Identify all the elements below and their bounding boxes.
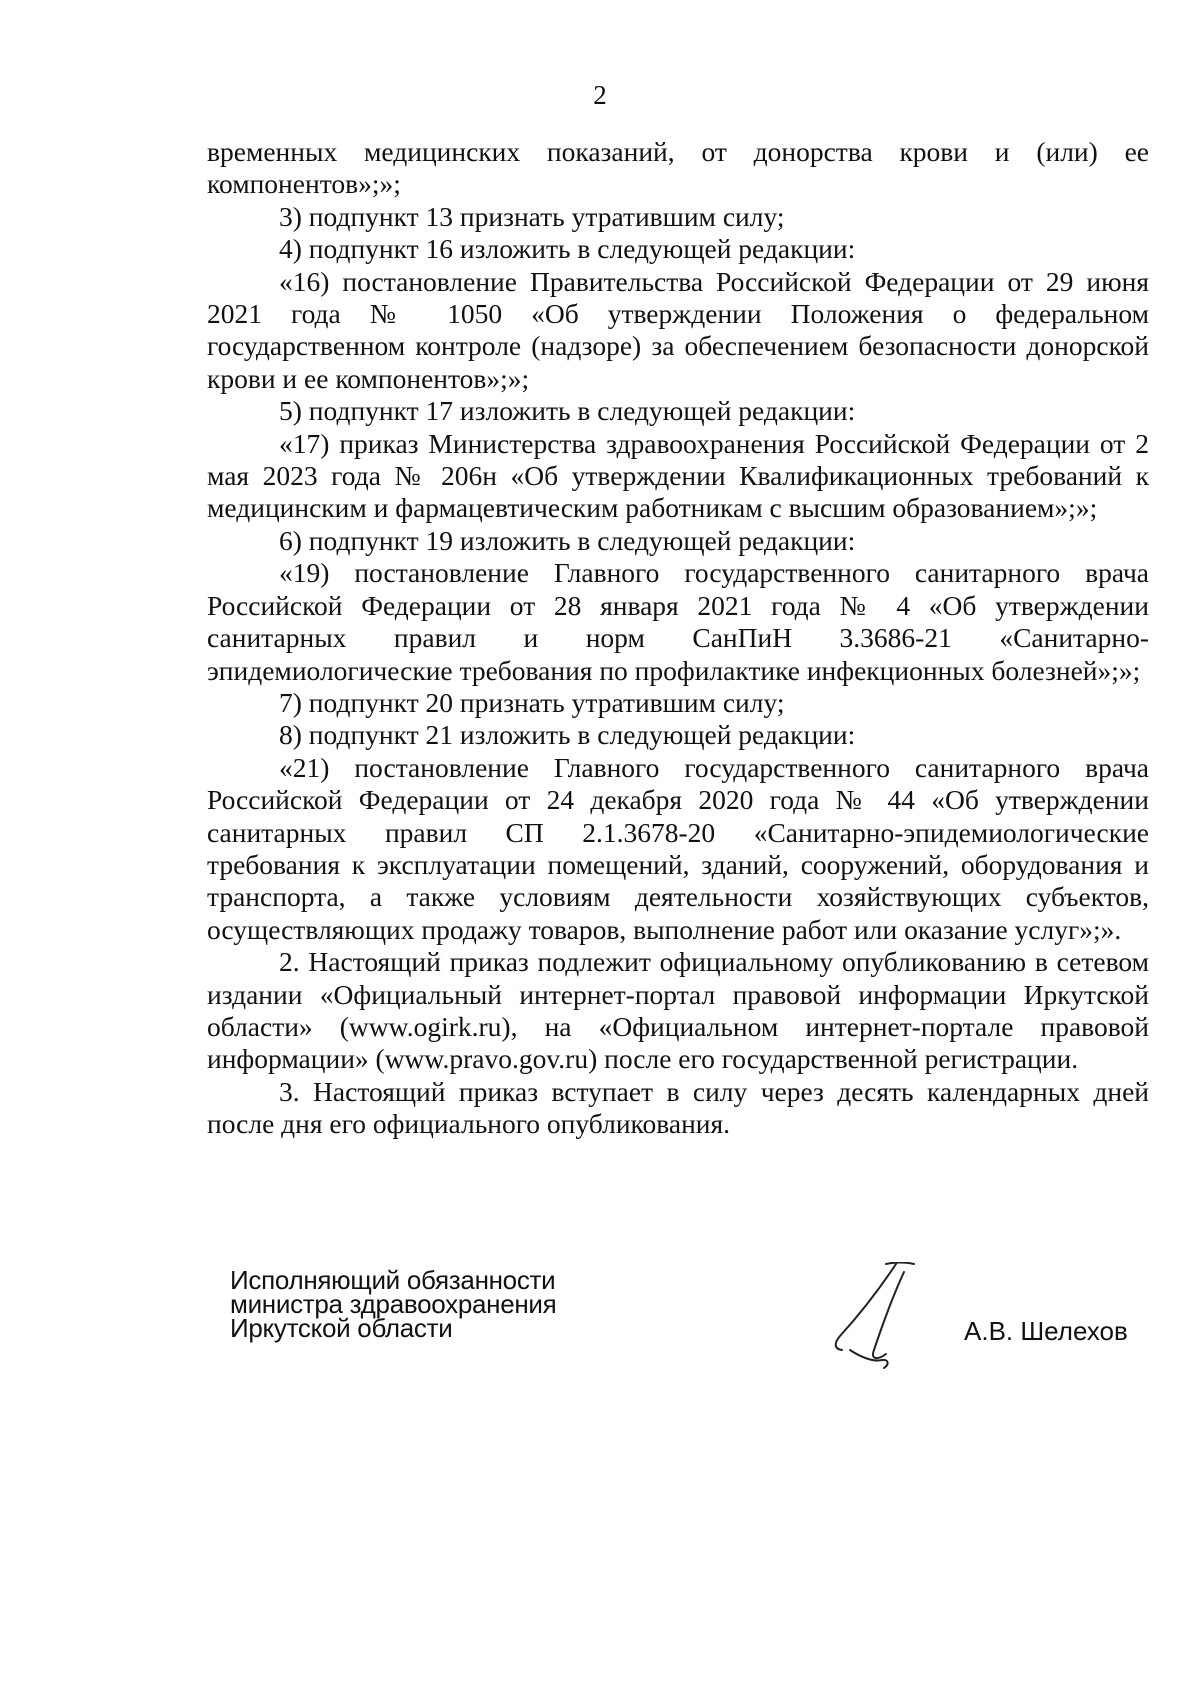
signer-title bbox=[230, 1265, 557, 1343]
paragraph-quote-19: «19) постановление Главного государственного санитарного врача Российской Федерации от 28 января 2021 года № 4 «Об утверждении санитарных правил и норм СанПиН 3.3686-21 «Санитарно-эпидемиологические требования по профилактике инфекционных болезней»;»; bbox=[207, 557, 1149, 686]
paragraph-subitem-6: 6) подпункт 19 изложить в следующей редакции: bbox=[279, 524, 856, 556]
paragraph-clause-2: 2. Настоящий приказ подлежит официальному опубликованию в сетевом издании «Официальный интернет-портал правовой информации Иркутской области» (www.ogirk.ru), на «Официальном интернет-портале правовой информации» (www.pravo.gov.ru) после его государственной регистрации. bbox=[207, 946, 1149, 1075]
paragraph-quote-17: «17) приказ Министерства здравоохранения Российской Федерации от 2 мая 2023 года № 206н «Об утверждении Квалификационных требований к медицинским и фармацевтическим работникам с высшим образованием»;»; bbox=[207, 427, 1149, 524]
paragraph-subitem-5: 5) подпункт 17 изложить в следующей редакции: bbox=[279, 395, 856, 427]
paragraph-quote-21: «21) постановление Главного государственного санитарного врача Российской Федерации от 24 декабря 2020 года № 44 «Об утверждении санитарных правил СП 2.1.3678-20 «Санитарно-эпидемиологические требования к эксплуатации помещений, зданий, сооружений, оборудования и транспорта, а также условиям деятельности хозяйствующих субъектов, осуществляющих продажу товаров, выполнение работ или оказание услуг»;». bbox=[207, 751, 1149, 945]
page-number: 2 bbox=[593, 80, 607, 110]
paragraph-subitem-8: 8) подпункт 21 изложить в следующей редакции: bbox=[279, 719, 856, 751]
signer-name: А.В. Шелехов bbox=[964, 1316, 1128, 1346]
paragraph-subitem-4: 4) подпункт 16 изложить в следующей редакции: bbox=[279, 233, 856, 265]
signer-title-line: Иркутской области bbox=[230, 1313, 453, 1343]
signer-title-line: министра здравоохранения bbox=[230, 1289, 557, 1319]
paragraph-quote-16: «16) постановление Правительства Российской Федерации от 29 июня 2021 года № 1050 «Об утверждении Положения о федеральном государственном контроле (надзоре) за обеспечением безопасности донорской крови и ее компонентов»;»; bbox=[207, 265, 1149, 394]
paragraph-subitem-3: 3) подпункт 13 признать утратившим силу; bbox=[279, 200, 785, 232]
paragraph-clause-3: 3. Настоящий приказ вступает в силу через десять календарных дней после дня его официального опубликования. bbox=[207, 1075, 1149, 1140]
document-body bbox=[207, 136, 1149, 1141]
handwritten-signature bbox=[820, 1262, 970, 1372]
signer-title-line: Исполняющий обязанности bbox=[230, 1265, 556, 1295]
paragraph-continuation: временных медицинских показаний, от донорства крови и (или) ее компонентов»;»; bbox=[207, 136, 1149, 200]
paragraph-subitem-7: 7) подпункт 20 признать утратившим силу; bbox=[279, 686, 785, 718]
